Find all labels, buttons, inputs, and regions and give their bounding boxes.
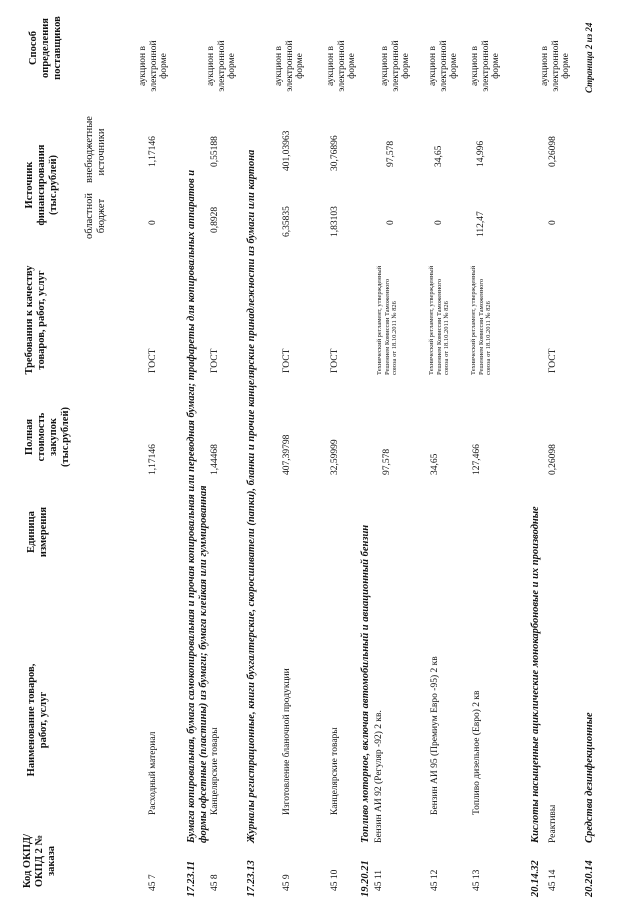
- row-cost: 1,17146: [148, 444, 158, 475]
- row-cost: 0,26098: [548, 444, 558, 475]
- row-code: 45 11: [374, 869, 384, 891]
- row-cost: 97,578: [382, 448, 392, 475]
- row-method: аукцион в электронной форме: [470, 40, 501, 92]
- row-name: Изготовление бланочной продукции: [282, 668, 292, 815]
- row-budget: 1,83103: [330, 206, 340, 237]
- row-extra: 0,26098: [548, 136, 558, 167]
- row-budget: 0: [548, 220, 558, 225]
- group-title: Топливо моторное, включая автомобильный и авиационный бензин: [360, 524, 371, 843]
- header-method: Способ определения поставщиков: [28, 16, 63, 80]
- group-code: 17.23.11: [186, 860, 197, 897]
- row-quality: Технический регламент, утвержденный Решением Комиссии Таможенного союза от 18.10.2011 № 826: [376, 265, 398, 375]
- row-budget: 0: [148, 220, 158, 225]
- row-method: аукцион в электронной форме: [380, 40, 411, 92]
- row-quality: Технический регламент, утвержденный Решением Комиссии Таможенного союза от 18.10.2011 № 826: [470, 265, 492, 375]
- row-budget: 6,35835: [282, 206, 292, 237]
- row-code: 45 8: [210, 874, 220, 891]
- row-extra: 97,578: [386, 140, 396, 167]
- header-unit: Единица измерения: [26, 506, 49, 558]
- group-title: Журналы регистрационные, книги бухгалтерские, скоросшиватели (папки), бланки и прочие канцелярские принадлежности из бумаги или картона: [246, 149, 257, 843]
- group-code: 17.23.13: [246, 860, 257, 897]
- row-budget: 0: [434, 220, 444, 225]
- header-funding-budget: областной бюджет: [84, 193, 107, 239]
- group-title: Средства дезинфекционные: [584, 712, 595, 843]
- row-name: Реактивы: [548, 804, 558, 843]
- page-number: Страница 2 из 24: [584, 22, 594, 93]
- row-quality: ГОСТ: [148, 348, 158, 373]
- row-extra: 0,55188: [210, 136, 220, 167]
- row-code: 45 7: [148, 874, 158, 891]
- header-name: Наименование товаров, работ, услуг: [26, 663, 49, 777]
- row-quality: Технический регламент, утвержденный Решением Комиссии Таможенного союза от 18.10.2011 № 826: [428, 265, 450, 375]
- row-code: 45 13: [472, 869, 482, 891]
- row-name: Топливо дизельное (Евро) 2 кв: [472, 690, 482, 815]
- row-method: аукцион в электронной форме: [206, 40, 237, 92]
- row-method: аукцион в электронной форме: [428, 40, 459, 92]
- row-budget: 0: [386, 220, 396, 225]
- row-cost: 407,39798: [282, 434, 292, 475]
- row-method: аукцион в электронной форме: [274, 40, 305, 92]
- header-quality: Требования к качеству товаров, работ, услуг: [24, 265, 47, 375]
- row-method: аукцион в электронной форме: [540, 40, 571, 92]
- row-code: 45 14: [548, 869, 558, 891]
- group-code: 20.14.32: [530, 860, 541, 897]
- group-title: Кислоты насыщенные ациклические монокарбоновые и их производные: [530, 506, 541, 843]
- row-budget: 0,8928: [210, 206, 220, 233]
- header-funding-extra: внебюджетные источники: [84, 116, 107, 183]
- row-quality: ГОСТ: [330, 348, 340, 373]
- row-name: Бензин АИ 95 (Премиум Евро -95) 2 кв: [430, 656, 440, 815]
- row-cost: 34,65: [430, 453, 440, 475]
- row-quality: ГОСТ: [548, 348, 558, 373]
- row-extra: 34,65: [434, 145, 444, 167]
- row-budget: 112,47: [476, 211, 486, 237]
- row-extra: 1,17146: [148, 136, 158, 167]
- row-code: 45 10: [330, 869, 340, 891]
- header-funding: Источник финансирования (тыс.рублей): [24, 144, 59, 226]
- header-full-cost: Полная стоимость закупок (тыс.рублей): [24, 406, 71, 468]
- header-code: Код ОКПД/ ОКПД 2 № заказа: [22, 833, 57, 889]
- row-extra: 14,996: [476, 140, 486, 167]
- row-name: Канцелярские товары: [210, 727, 220, 815]
- row-name: Канцелярские товары: [330, 727, 340, 815]
- row-extra: 401,03963: [282, 130, 292, 171]
- row-cost: 32,59999: [330, 439, 340, 475]
- row-extra: 30,76896: [330, 135, 340, 171]
- row-method: аукцион в электронной форме: [138, 40, 169, 92]
- row-name: Расходный материал: [148, 731, 158, 815]
- row-cost: 127,466: [472, 444, 482, 475]
- row-quality: ГОСТ: [282, 348, 292, 373]
- group-title: Бумага копировальная, бумага самокопировальная и прочая копировальная или переводная бумага; трафареты для копировальных аппаратов и формы офсетные (пластины) из бумаги; бумага клейкая или гуммированная: [186, 169, 209, 843]
- row-name: Бензин АИ 92 (Регуляр -92) 2 кв.: [374, 710, 384, 843]
- row-method: аукцион в электронной форме: [326, 40, 357, 92]
- row-code: 45 9: [282, 874, 292, 891]
- row-cost: 1,44468: [210, 444, 220, 475]
- group-code: 19.20.21: [360, 860, 371, 897]
- row-code: 45 12: [430, 869, 440, 891]
- row-quality: ГОСТ: [210, 348, 220, 373]
- group-code: 20.20.14: [584, 860, 595, 897]
